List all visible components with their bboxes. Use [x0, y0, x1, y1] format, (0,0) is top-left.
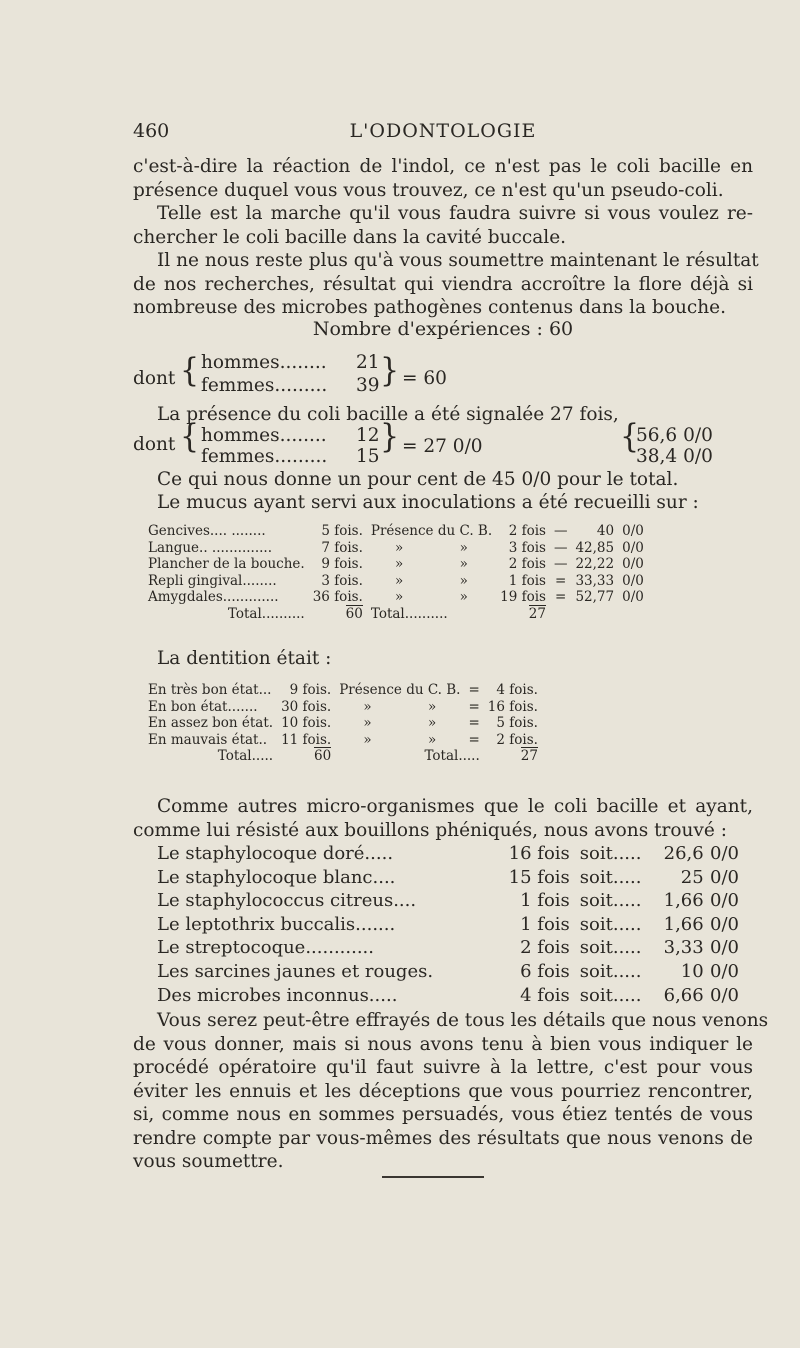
- experiments-total: = 60: [402, 368, 447, 389]
- text-line: Vous serez peut-être effrayés de tous les détails que nous venons: [157, 1010, 769, 1031]
- femmes-label: femmes.........: [201, 446, 328, 467]
- pct-cell: 40: [596, 523, 615, 539]
- hommes-count: 21: [356, 352, 380, 373]
- text-line: c'est-à-dire la réaction de l'indol, ce n'est pas le coli bacille en: [133, 156, 753, 177]
- total-positive: [484, 748, 542, 765]
- sep-cell: —: [553, 539, 568, 556]
- site-cell: Gencives.... ........: [148, 523, 266, 539]
- positive-cell: 2 fois: [508, 523, 546, 539]
- table-row: [157, 866, 739, 890]
- table-total-row: [144, 606, 648, 623]
- table-row: [157, 842, 739, 866]
- organism-cell: Les sarcines jaunes et rouges.: [157, 960, 434, 982]
- table-row: [157, 913, 739, 937]
- ditto-cell: »: [395, 556, 404, 572]
- page-number: 460: [133, 120, 170, 142]
- micro-intro-paragraph: [133, 795, 753, 842]
- unit-cell: 0/0: [710, 960, 739, 982]
- site-cell: Amygdales.............: [148, 589, 279, 605]
- unit-cell: 0/0: [622, 572, 644, 589]
- text-line: procédé opératoire qu'il faut suivre à la lettre, c'est pour vous: [133, 1057, 753, 1078]
- sep-cell: =: [555, 589, 567, 605]
- state-cell: En bon état.......: [148, 698, 258, 715]
- text-line: chercher le coli bacille dans la cavité buccale.: [133, 226, 567, 248]
- text-line: Telle est la marche qu'il vous faudra suivre si vous voulez re-: [157, 203, 753, 224]
- experiments-total-2: = 27 0/0: [402, 436, 483, 457]
- state-cell: En très bon état...: [148, 682, 272, 698]
- site-cell: Repli gingival........: [148, 572, 277, 589]
- unit-cell: 0/0: [622, 556, 644, 572]
- pct-cell: 25: [680, 866, 704, 888]
- hommes-label: hommes........: [201, 352, 327, 373]
- soit-cell: soit.....: [579, 890, 642, 912]
- closing-paragraph: [133, 1009, 769, 1174]
- total-count: [277, 748, 335, 765]
- total-positive-value: 27: [520, 748, 538, 764]
- table-row: [144, 556, 648, 573]
- dont-label: dont: [133, 434, 176, 455]
- soit-cell: soit.....: [579, 866, 642, 888]
- empty-cell: [618, 606, 648, 623]
- positive-cell: 2 fois: [508, 556, 546, 572]
- femmes-label: femmes.........: [201, 375, 328, 396]
- sep-cell: =: [468, 731, 480, 748]
- count-cell: 15 fois: [508, 866, 570, 888]
- total-count: [309, 606, 367, 623]
- total-label-2: Total.....: [424, 748, 480, 764]
- unit-cell: 0/0: [710, 984, 739, 1006]
- total-count-value: 60: [314, 748, 332, 764]
- count-cell: 2 fois: [520, 937, 570, 959]
- text-line: nombreuse des microbes pathogènes contenus dans la bouche.: [133, 297, 726, 318]
- text-line: Il ne nous reste plus qu'à vous soumettre maintenant le résultat: [157, 250, 759, 271]
- table-row: [144, 699, 542, 716]
- ditto-cell: »: [459, 539, 468, 556]
- table-row: [157, 960, 739, 984]
- empty-cell: [571, 606, 618, 623]
- organism-cell: Le staphylococcus citreus....: [157, 890, 417, 912]
- pct-hommes: 56,6 0/0: [636, 425, 713, 446]
- section-end-rule: [382, 1176, 484, 1178]
- right-brace: }: [380, 351, 400, 390]
- count-cell: 9 fois.: [289, 682, 332, 698]
- unit-cell: 0/0: [710, 913, 739, 935]
- table-row: [144, 732, 542, 749]
- inoculation-table: [144, 523, 648, 622]
- count-cell: 16 fois: [508, 843, 570, 864]
- table-row: [144, 682, 542, 699]
- pct-cell: 10: [680, 960, 704, 982]
- sep-cell: =: [468, 682, 480, 698]
- positive-cell: 5 fois.: [496, 715, 538, 731]
- table-row: [144, 715, 542, 732]
- pct-femmes: 38,4 0/0: [636, 446, 713, 467]
- ditto-cell: »: [363, 715, 372, 731]
- ditto-cell: »: [428, 715, 437, 731]
- count-cell: 1 fois: [520, 913, 570, 935]
- percent-total-line: Ce qui nous donne un pour cent de 45 0/0 pour le total.: [157, 469, 679, 490]
- sep-cell: —: [553, 556, 568, 572]
- mucus-line: Le mucus ayant servi aux inoculations a été recueilli sur :: [157, 492, 699, 513]
- state-cell: En mauvais état..: [148, 731, 268, 748]
- presence-cell: Présence du C. B.: [339, 682, 461, 698]
- organism-cell: Le leptothrix buccalis.......: [157, 913, 396, 935]
- dentition-table: [144, 682, 542, 765]
- femmes-count: 15: [356, 446, 380, 467]
- soit-cell: soit.....: [579, 843, 642, 864]
- organism-cell: Le staphylocoque blanc....: [157, 866, 396, 888]
- pct-cell: 26,6: [663, 843, 704, 864]
- unit-cell: 0/0: [710, 866, 739, 888]
- table-total-row: [144, 748, 542, 765]
- count-cell: 11 fois.: [281, 731, 332, 748]
- hommes-count: 12: [356, 425, 380, 446]
- ditto-cell: »: [363, 698, 372, 715]
- running-title: L'ODONTOLOGIE: [349, 120, 537, 142]
- count-cell: 9 fois.: [321, 556, 363, 572]
- total-label: Total..........: [227, 605, 305, 622]
- left-brace: {: [180, 351, 200, 390]
- count-cell: 36 fois.: [312, 589, 363, 605]
- organism-cell: Des microbes inconnus.....: [157, 984, 398, 1006]
- soit-cell: soit.....: [579, 984, 642, 1006]
- organism-cell: Le staphylocoque doré.....: [157, 843, 394, 864]
- right-brace: }: [380, 417, 400, 456]
- positive-cell: 3 fois: [508, 539, 546, 556]
- count-cell: 6 fois: [520, 960, 570, 982]
- state-cell: En assez bon état.: [148, 715, 274, 731]
- text-line: présence duquel vous vous trouvez, ce n'est qu'un pseudo-coli.: [133, 179, 724, 201]
- positive-cell: 16 fois.: [487, 698, 538, 715]
- sep-cell: —: [553, 523, 568, 539]
- text-line: de nos recherches, résultat qui viendra accroître la flore déjà si: [133, 273, 753, 295]
- dont-label: dont: [133, 368, 176, 389]
- count-cell: 30 fois.: [281, 698, 332, 715]
- positive-cell: 2 fois.: [496, 731, 538, 748]
- presence-line: La présence du coli bacille a été signalée 27 fois,: [157, 404, 619, 425]
- left-brace: {: [620, 417, 640, 456]
- pct-cell: 1,66: [663, 890, 704, 912]
- ditto-cell: »: [428, 698, 437, 715]
- pct-cell: 52,77: [575, 589, 615, 605]
- text-line: comme lui résisté aux bouillons phéniqués, nous avons trouvé :: [133, 819, 727, 841]
- text-line: si, comme nous en sommes persuadés, vous étiez tentés de vous: [133, 1104, 753, 1125]
- unit-cell: 0/0: [622, 589, 644, 605]
- dentition-heading: La dentition était :: [157, 648, 332, 669]
- sep-cell: =: [468, 715, 480, 731]
- hommes-label: hommes........: [201, 425, 327, 446]
- soit-cell: soit.....: [579, 960, 642, 982]
- pct-cell: 42,85: [575, 539, 615, 556]
- ditto-cell: »: [459, 589, 468, 605]
- table-row: [144, 523, 648, 540]
- sep-cell: =: [468, 698, 480, 715]
- unit-cell: 0/0: [622, 539, 644, 556]
- total-count-value: 60: [345, 605, 363, 622]
- text-line: Comme autres micro-organismes que le coli bacille et ayant,: [157, 796, 753, 817]
- unit-cell: 0/0: [710, 890, 739, 912]
- count-cell: 10 fois.: [281, 715, 332, 731]
- ditto-cell: »: [428, 731, 437, 748]
- text-line: éviter les ennuis et les déceptions que vous pourriez rencontrer,: [133, 1080, 753, 1102]
- table-row: [157, 936, 739, 960]
- count-cell: 1 fois: [520, 890, 570, 912]
- count-cell: 7 fois.: [321, 539, 363, 556]
- positive-cell: 1 fois: [508, 572, 546, 589]
- presence-cell: Présence du C. B.: [370, 523, 493, 539]
- pct-cell: 6,66: [663, 984, 704, 1006]
- table-row: [144, 589, 648, 606]
- table-row: [144, 573, 648, 590]
- experiments-heading: Nombre d'expériences : 60: [312, 318, 574, 340]
- unit-cell: 0/0: [710, 937, 739, 959]
- empty-cell: [550, 606, 572, 623]
- table-row: [157, 984, 739, 1008]
- pct-cell: 3,33: [663, 937, 704, 959]
- site-cell: Plancher de la bouche.: [148, 556, 305, 572]
- site-cell: Langue.. ..............: [148, 539, 272, 556]
- running-header: [133, 120, 753, 146]
- text-line: de vous donner, mais si nous avons tenu à bien vous indiquer le: [133, 1033, 753, 1055]
- count-cell: 5 fois.: [321, 523, 363, 539]
- positive-cell: 19 fois: [500, 589, 546, 605]
- pct-cell: 22,22: [575, 556, 615, 572]
- intro-paragraph: [133, 155, 759, 320]
- table-row: [157, 889, 739, 913]
- ditto-cell: »: [395, 539, 404, 556]
- text-line: rendre compte par vous-mêmes des résultats que nous venons de: [133, 1127, 753, 1149]
- count-cell: 3 fois.: [321, 572, 363, 589]
- total-label: Total.....: [217, 748, 274, 764]
- pct-cell: 1,66: [663, 913, 704, 935]
- table-row: [144, 540, 648, 557]
- pct-cell: 33,33: [575, 572, 615, 589]
- ditto-cell: »: [459, 572, 468, 589]
- unit-cell: 0/0: [710, 843, 739, 864]
- total-positive-value: 27: [528, 605, 546, 622]
- micro-organisms-table: [157, 842, 739, 1007]
- organism-cell: Le streptocoque............: [157, 937, 374, 959]
- text-line: vous soumettre.: [133, 1151, 284, 1172]
- ditto-cell: »: [459, 556, 468, 572]
- ditto-cell: »: [363, 731, 372, 748]
- sep-cell: =: [555, 572, 567, 589]
- ditto-cell: »: [395, 589, 404, 605]
- total-label-2: Total..........: [370, 605, 448, 622]
- femmes-count: 39: [356, 375, 380, 396]
- count-cell: 4 fois: [520, 984, 570, 1006]
- unit-cell: 0/0: [622, 523, 644, 539]
- ditto-cell: »: [395, 572, 404, 589]
- positive-cell: 4 fois.: [496, 682, 538, 698]
- soit-cell: soit.....: [579, 937, 642, 959]
- soit-cell: soit.....: [579, 913, 642, 935]
- total-positive: [496, 606, 550, 623]
- left-brace: {: [180, 417, 200, 456]
